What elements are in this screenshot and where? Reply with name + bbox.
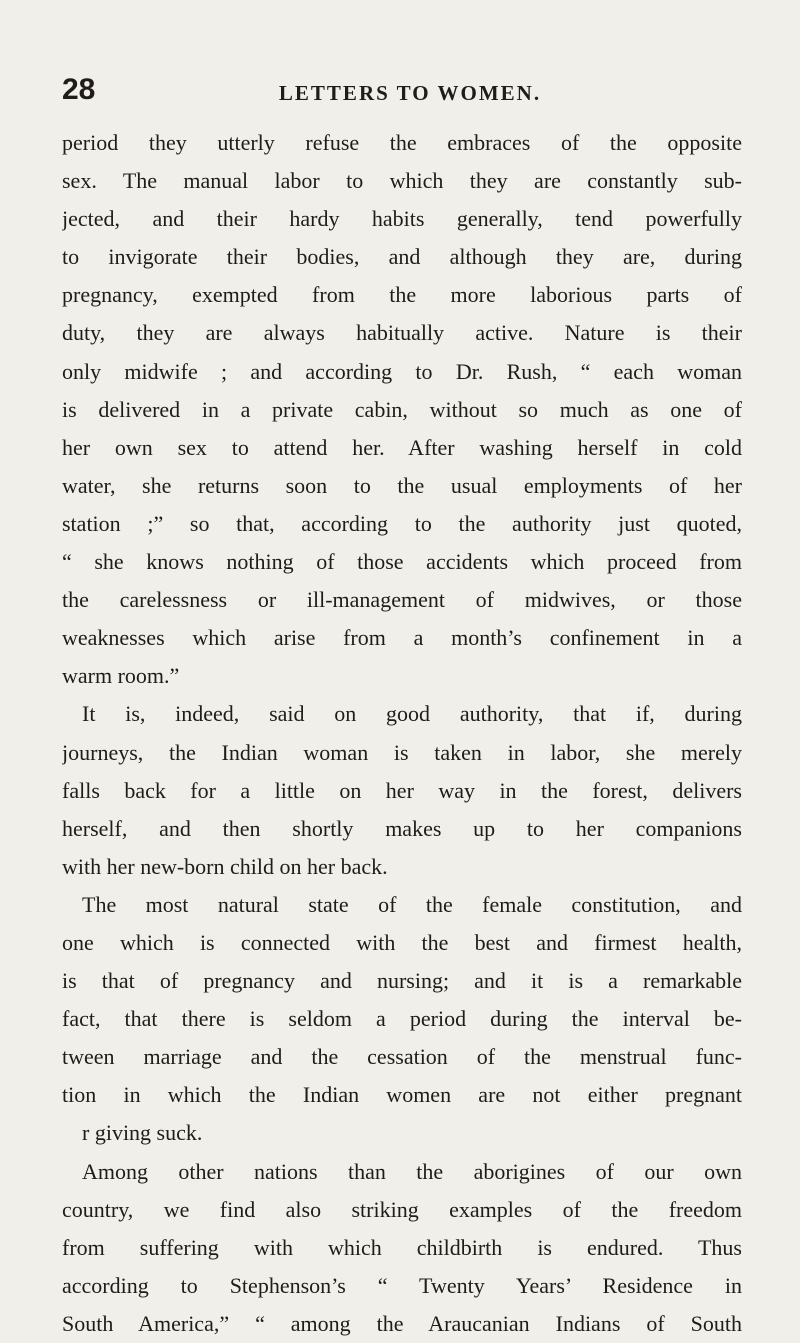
text-line: with her new-born child on her back. [62,853,388,879]
page-header [62,70,738,114]
text-line: jected, and their hardy habits generally, tend powerfully [62,206,742,232]
text-line: journeys, the Indian woman is taken in labor, she merely [62,739,742,765]
text-line: station ;” so that, according to the authority just quoted, [62,510,742,536]
text-line: Among other nations than the aborigines of our own [82,1158,742,1184]
text-line: South America,” “ among the Araucanian Indians of South [62,1310,742,1336]
page-number: 28 [62,73,96,106]
text-line: The most natural state of the female constitution, and [82,891,742,917]
body-text [62,124,742,1343]
text-line: from suffering with which childbirth is endured. Thus [62,1234,742,1260]
text-line: her own sex to attend her. After washing herself in cold [62,434,742,460]
text-line: according to Stephenson’s “ Twenty Years’ Residence in [62,1272,742,1298]
text-line: “ she knows nothing of those accidents which proceed from [62,549,742,575]
text-line: falls back for a little on her way in the forest, delivers [62,777,742,803]
text-line: is delivered in a private cabin, without so much as one of [62,396,742,422]
text-line: sex. The manual labor to which they are constantly sub- [62,168,742,194]
text-line: pregnancy, exempted from the more laborious parts of [62,282,742,308]
text-line: one which is connected with the best and firmest health, [62,929,742,955]
text-line: only midwife ; and according to Dr. Rush, “ each woman [62,358,742,384]
text-line: herself, and then shortly makes up to her companions [62,815,742,841]
text-line: water, she returns soon to the usual employments of her [62,472,742,498]
text-line: tween marriage and the cessation of the menstrual func- [62,1044,742,1070]
text-line: country, we find also striking examples of the freedom [62,1196,742,1222]
text-line: tion in which the Indian women are not either pregnant [62,1082,742,1108]
text-line: duty, they are always habitually active. Nature is their [62,320,742,346]
text-line: fact, that there is seldom a period during the interval be- [62,1006,742,1032]
text-line: to invigorate their bodies, and although they are, during [62,244,742,270]
text-line: the carelessness or ill-management of midwives, or those [62,587,742,613]
text-line: It is, indeed, said on good authority, that if, during [82,701,742,727]
running-title: LETTERS TO WOMEN. [278,81,542,105]
text-line: r giving suck. [82,1120,203,1146]
text-line: is that of pregnancy and nursing; and it is a remarkable [62,968,742,994]
text-line: weaknesses which arise from a month’s confinement in a [62,625,742,651]
text-line: warm room.” [62,663,180,689]
text-line: period they utterly refuse the embraces of the opposite [62,130,742,155]
